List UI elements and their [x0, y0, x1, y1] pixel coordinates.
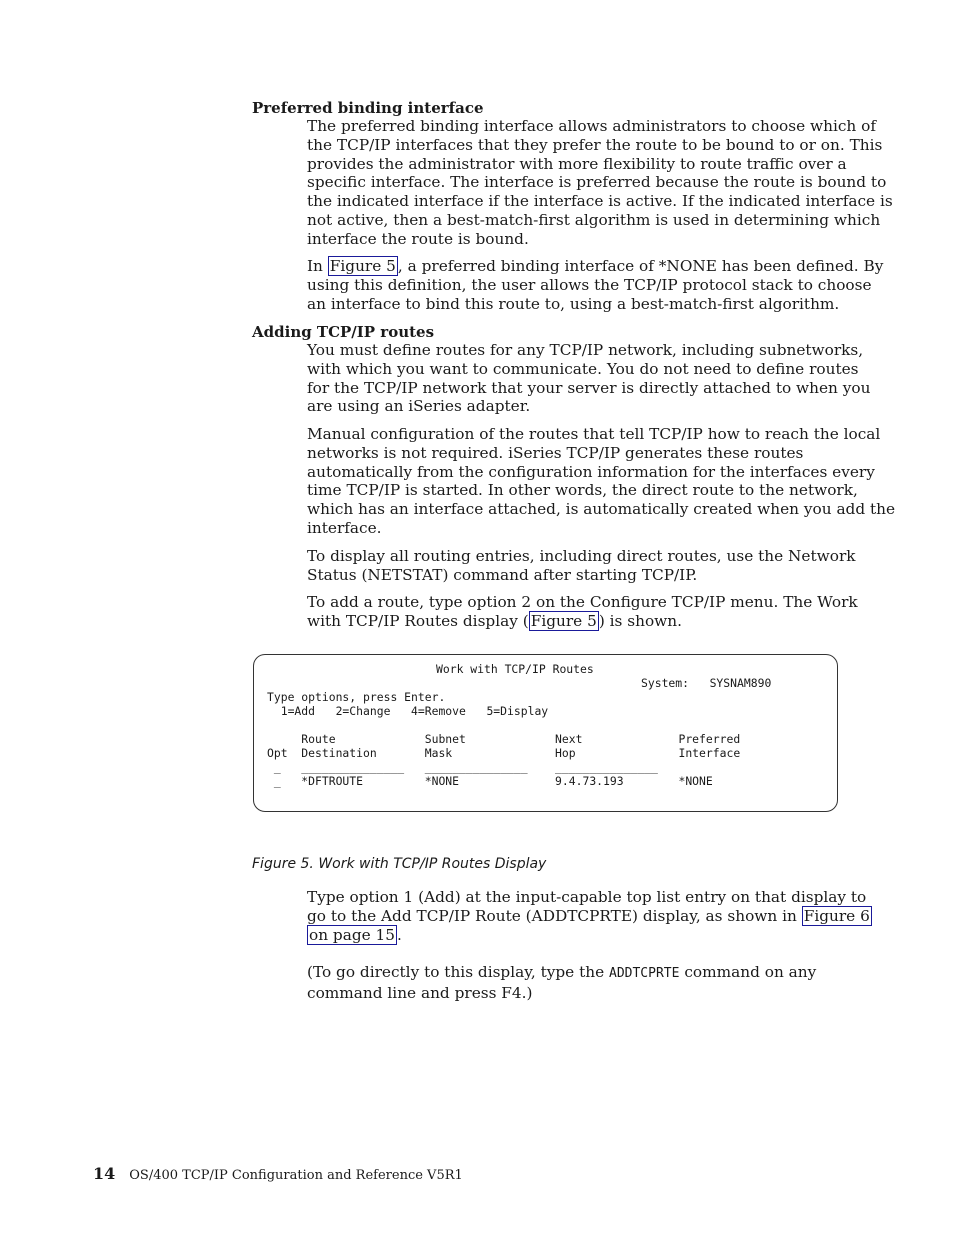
- screen-system-name: System: SYSNAM890: [641, 676, 772, 690]
- command-name: ADDTCPRTE: [609, 966, 680, 981]
- screen-route-row: _ *DFTROUTE *NONE 9.4.73.193 *NONE: [267, 774, 713, 788]
- page-footer: [93, 1164, 463, 1183]
- text-line: not active, then a best-match-first algorithm is used in determining which: [307, 210, 881, 229]
- text-line: are using an iSeries adapter.: [307, 397, 531, 416]
- text-line: using this definition, the user allows the TCP/IP protocol stack to choose: [307, 275, 872, 294]
- text-line: The preferred binding interface allows administrators to choose which of: [307, 117, 877, 135]
- text-line: the indicated interface if the interface is active. If the indicated interface is: [307, 192, 893, 211]
- text-line: Manual configuration of the routes that tell TCP/IP how to reach the local: [307, 425, 881, 443]
- text-line: To add a route, type option 2 on the Configure TCP/IP menu. The Work: [307, 593, 858, 611]
- screen-column-header-1: Route Subnet Next Preferred: [267, 732, 741, 746]
- text-line: automatically from the configuration information for the interfaces every: [307, 462, 875, 481]
- text-line: Type option 1 (Add) at the input-capable top list entry on that display to: [307, 888, 867, 906]
- figure-5-link[interactable]: Figure 5: [329, 257, 396, 275]
- figure-6-link[interactable]: Figure 6: [803, 906, 870, 925]
- paragraph-go-directly: [307, 963, 842, 1003]
- text-line: [307, 963, 842, 984]
- text-line: time TCP/IP is started. In other words, the direct route to the network,: [307, 481, 858, 500]
- figure-5-link[interactable]: Figure 5: [530, 611, 597, 630]
- text-line: To display all routing entries, including direct routes, use the Network: [307, 547, 856, 565]
- page-number: 14: [93, 1164, 116, 1183]
- text-line: an interface to bind this route to, using a best-match-first algorithm.: [307, 294, 840, 313]
- text-fragment: ) is shown.: [598, 611, 682, 630]
- paragraph-manual-configuration: [307, 425, 896, 538]
- text-line: interface the route is bound.: [307, 229, 529, 248]
- text-line: specific interface. The interface is preferred because the route is bound to: [307, 173, 887, 192]
- text-fragment: go to the Add TCP/IP Route (ADDTCPRTE) display, as shown in: [307, 906, 802, 925]
- text-line: command line and press F4.): [307, 983, 533, 1002]
- text-line: You must define routes for any TCP/IP network, including subnetworks,: [307, 341, 864, 359]
- text-fragment: (To go directly to this display, type the: [307, 963, 609, 981]
- text-line: [307, 906, 870, 926]
- screen-input-row: _ _______________ _______________ _______________: [267, 760, 658, 774]
- screen-instructions: Type options, press Enter.: [267, 690, 446, 704]
- book-title: OS/400 TCP/IP Configuration and Reference V5R1: [129, 1168, 463, 1183]
- paragraph-define-routes: [307, 341, 871, 416]
- text-fragment: command on any: [679, 963, 817, 981]
- text-line: networks is not required. iSeries TCP/IP generates these routes: [307, 443, 804, 462]
- page-15-link[interactable]: on page 15: [309, 925, 396, 944]
- text-line: [307, 926, 842, 945]
- text-fragment: with TCP/IP Routes display (: [307, 611, 529, 630]
- section-heading-preferred-binding: Preferred binding interface: [252, 99, 484, 117]
- paragraph-figure5-reference: [307, 257, 884, 313]
- text-line: interface.: [307, 518, 382, 537]
- screen-options: 1=Add 2=Change 4=Remove 5=Display: [267, 704, 549, 718]
- screen-title: Work with TCP/IP Routes: [436, 662, 594, 676]
- text-line: with which you want to communicate. You do not need to define routes: [307, 359, 859, 378]
- figure-caption: Figure 5. Work with TCP/IP Routes Display: [252, 856, 547, 872]
- text-line: Status (NETSTAT) command after starting TCP/IP.: [307, 565, 698, 584]
- text-line: for the TCP/IP network that your server is directly attached to when you: [307, 378, 871, 397]
- screen-column-header-2: Opt Destination Mask Hop Interface: [267, 746, 741, 760]
- text-line: the TCP/IP interfaces that they prefer the route to be bound to or on. This: [307, 135, 883, 154]
- text-line: which has an interface attached, is automatically created when you add the: [307, 500, 896, 519]
- text-fragment: .: [397, 925, 402, 944]
- text-line: [307, 612, 842, 631]
- text-fragment: In: [307, 257, 328, 275]
- paragraph-type-option-1: [307, 888, 870, 944]
- text-line: [307, 257, 884, 276]
- text-line: provides the administrator with more flexibility to route traffic over a: [307, 154, 847, 173]
- section-heading-adding-routes: Adding TCP/IP routes: [252, 323, 435, 341]
- paragraph-preferred-binding-description: [307, 117, 893, 249]
- paragraph-add-route: [307, 593, 858, 631]
- paragraph-netstat: [307, 547, 856, 585]
- text-fragment: , a preferred binding interface of *NONE has been defined. By: [397, 257, 884, 275]
